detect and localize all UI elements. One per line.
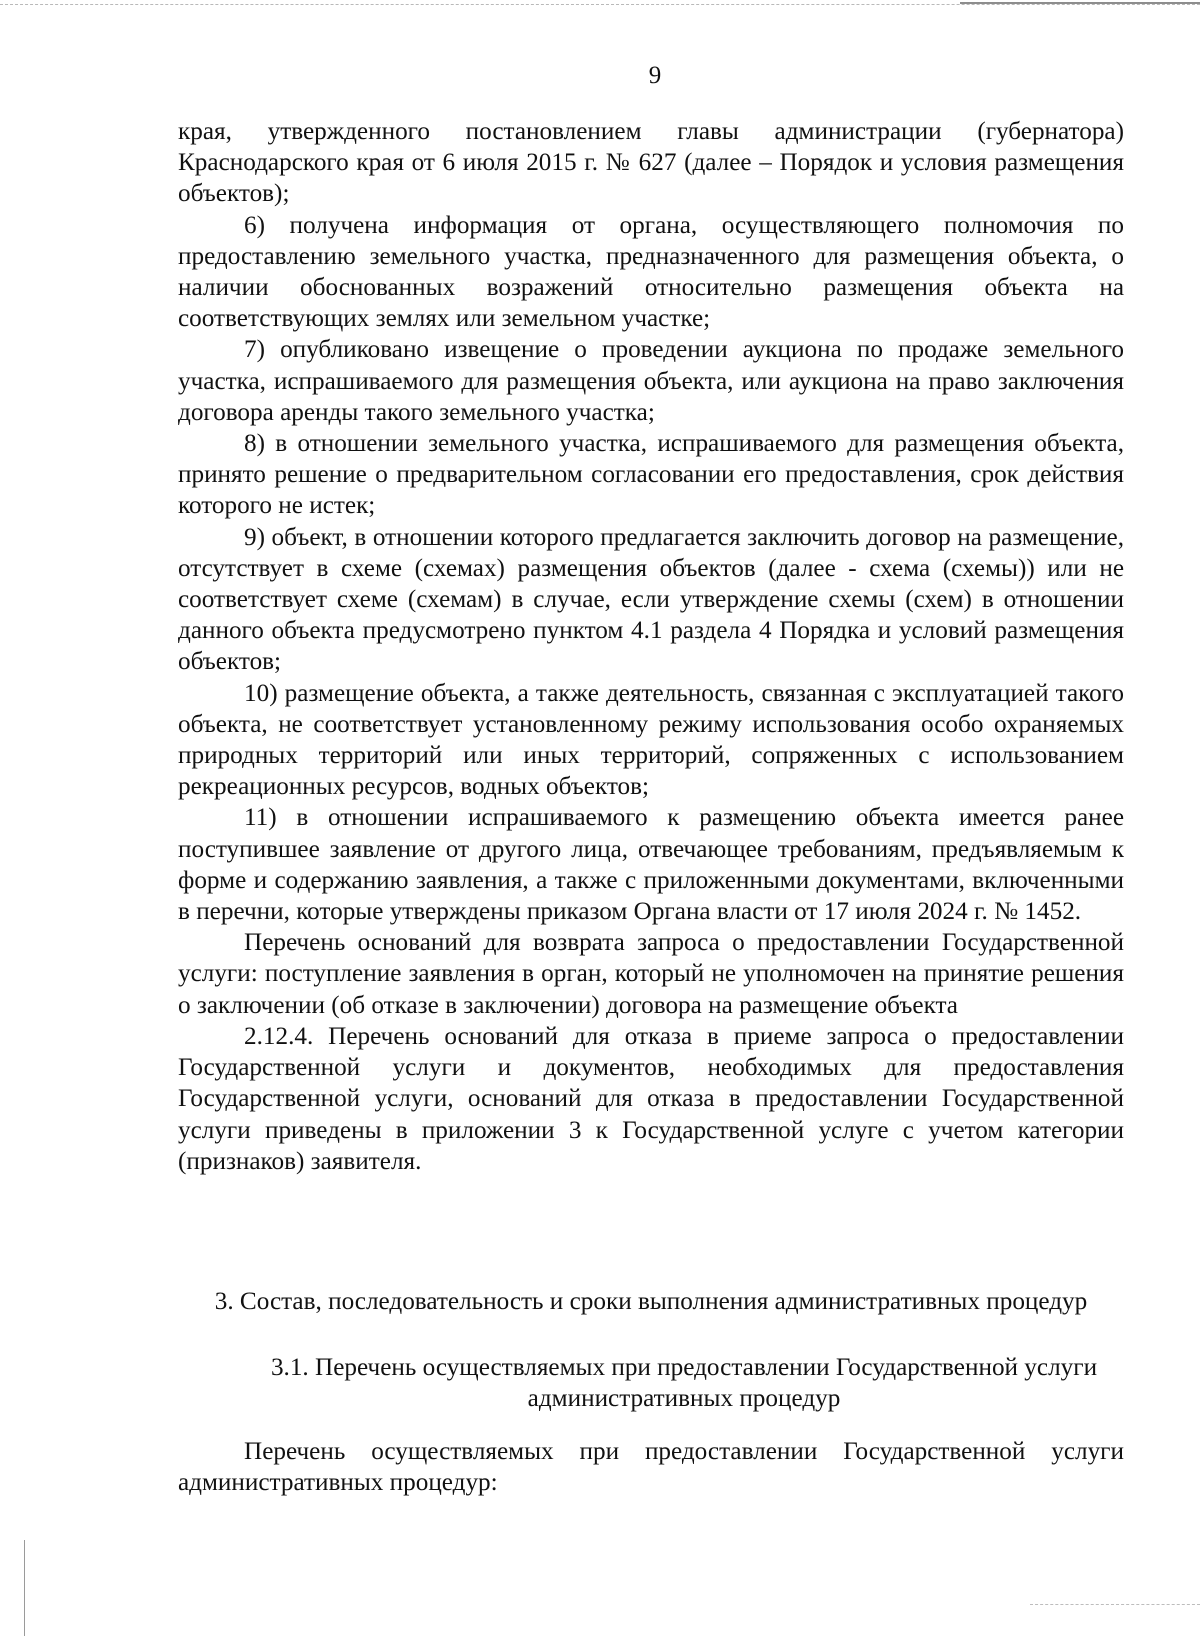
- subsection-heading: 3.1. Перечень осуществляемых при предоставлении Государственной услуги административных процедур: [270, 1354, 1098, 1413]
- scan-left-edge: [24, 1540, 25, 1636]
- paragraph-continuation: края, утвержденного постановлением главы администрации (губернатора) Краснодарского края от 6 июля 2015 г. № 627 (далее – Порядок и условия размещения объектов);: [178, 118, 1124, 208]
- scan-bottom-edge: [1030, 1604, 1200, 1605]
- document-body: [178, 116, 1124, 1177]
- list-item-9: 9) объект, в отношении которого предлагается заключить договор на размещение, отсутствует в схеме (схемах) размещения объектов (далее - схема (схемы)) или не соответствует схеме (схемам) в случае, если утверждение схемы (схем) в отношении данного объекта предусмотрено пунктом 4.1 раздела 4 Порядка и условий размещения объектов;: [178, 523, 1124, 676]
- list-item-7: 7) опубликовано извещение о проведении аукциона по продаже земельного участка, испрашиваемого для размещения объекта, или аукциона на право заключения договора аренды такого земельного участка;: [178, 336, 1124, 426]
- list-item-11: 11) в отношении испрашиваемого к размещению объекта имеется ранее поступившее заявление от другого лица, отвечающее требованиям, предъявляемым к форме и содержанию заявления, а также с приложенными документами, включенными в перечни, которые утверждены приказом Органа власти от 17 июля 2024 г. № 1452.: [178, 804, 1124, 926]
- list-item-10: 10) размещение объекта, а также деятельность, связанная с эксплуатацией такого объекта, не соответствует установленному режиму использования особо охраняемых природных территорий или иных территорий, сопряженных с использованием рекреационных ресурсов, водных объектов;: [178, 679, 1124, 801]
- scan-top-edge-dark: [960, 2, 1200, 4]
- section-heading: 3. Состав, последовательность и сроки выполнения административных процедур: [214, 1288, 1088, 1315]
- return-grounds-paragraph: Перечень оснований для возврата запроса о предоставлении Государственной услуги: поступление заявления в орган, который не уполномочен на принятие решения о заключении (об отказе в заключении) договора на размещение объекта: [178, 929, 1124, 1019]
- clause-2-12-4: 2.12.4. Перечень оснований для отказа в приеме запроса о предоставлении Государственной услуги и документов, необходимых для предоставления Государственной услуги, оснований для отказа в предоставлении Государственной услуги приведены в приложении 3 к Государственной услуге с учетом категории (признаков) заявителя.: [178, 1022, 1124, 1175]
- scan-top-edge: [0, 4, 1200, 5]
- page-number: 9: [648, 62, 662, 89]
- list-item-8: 8) в отношении земельного участка, испрашиваемого для размещения объекта, принято решение о предварительном согласовании его предоставления, срок действия которого не истек;: [178, 430, 1124, 520]
- list-item-6: 6) получена информация от органа, осуществляющего полномочия по предоставлению земельного участка, предназначенного для размещения объекта, о наличии обоснованных возражений относительно размещения объекта на соответствующих землях или земельном участке;: [178, 211, 1124, 333]
- procedures-intro: Перечень осуществляемых при предоставлении Государственной услуги административных процедур:: [178, 1438, 1124, 1497]
